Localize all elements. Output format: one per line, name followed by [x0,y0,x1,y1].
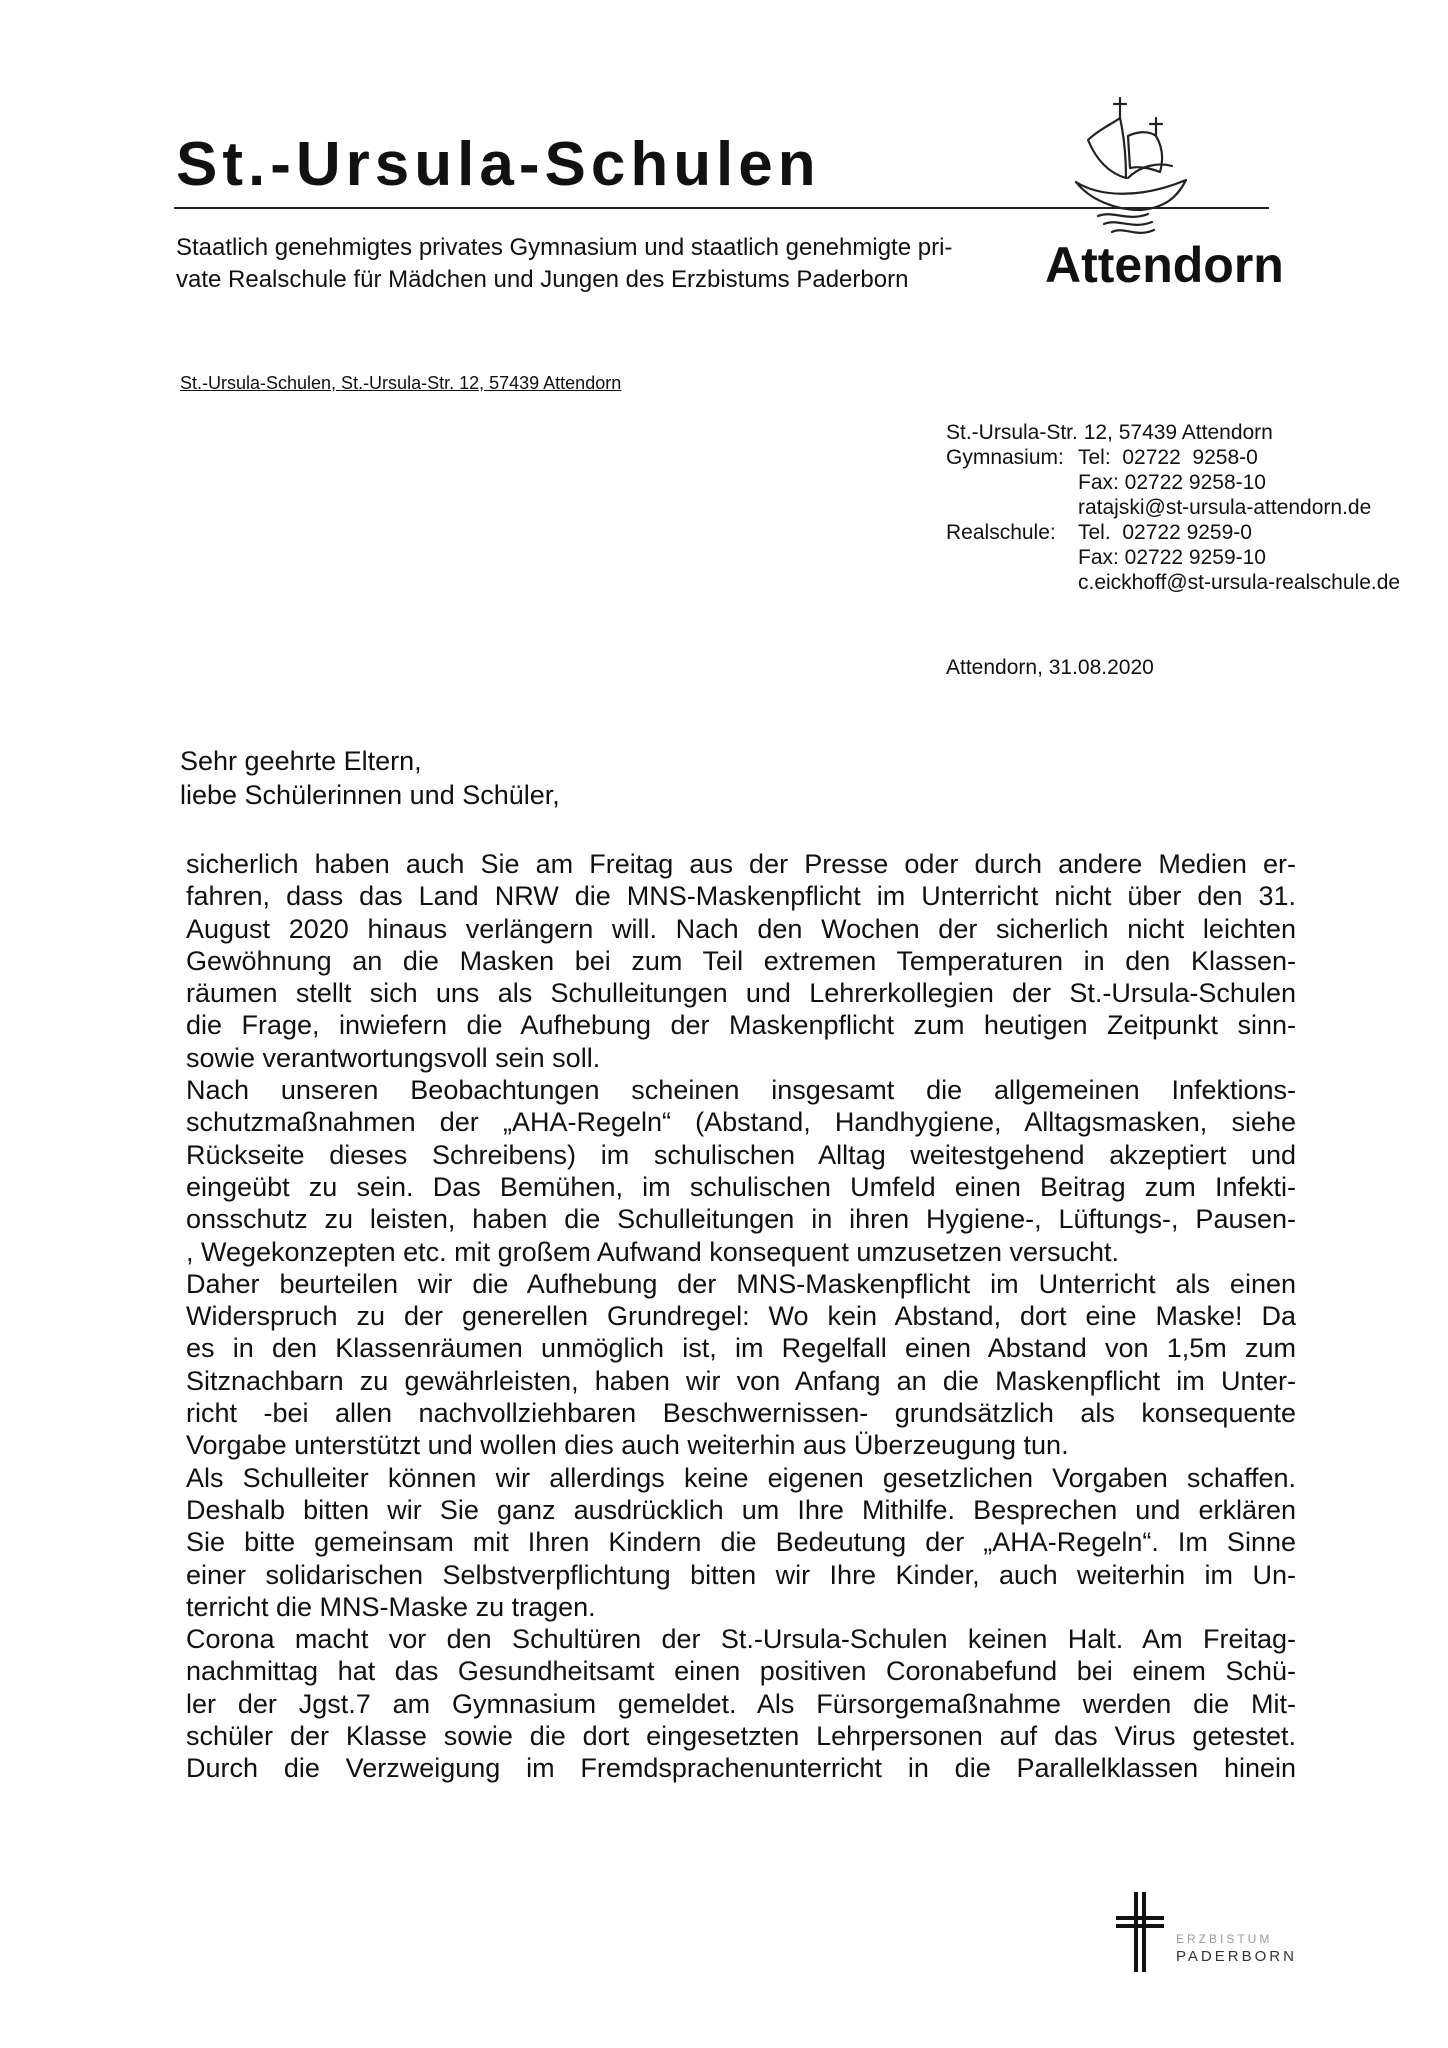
body-line: nachmittag hat das Gesundheitsamt einen positiven Coronabefund bei einem Schü- [186,1656,1296,1687]
return-address: St.-Ursula-Schulen, St.-Ursula-Str. 12, 57439 Attendorn [180,373,622,393]
salutation-line: Sehr geehrte Eltern, [180,746,422,776]
archdiocese-footer-logo [1110,1892,1340,1972]
body-line: Widerspruch zu der generellen Grundregel: Wo kein Abstand, dort eine Maske! Da [186,1301,1296,1332]
body-line: Sitznachbarn zu gewährleisten, haben wir von Anfang an die Maskenpflicht im Unter- [186,1365,1296,1396]
body-line: onsschutz zu leisten, haben die Schulleitungen in ihren Hygiene-, Lüftungs-, Pausen- [186,1204,1296,1235]
body-line: räumen stellt sich uns als Schulleitungen und Lehrerkollegien der St.-Ursula-Schulen [186,978,1296,1009]
letter-date: Attendorn, 31.08.2020 [946,656,1154,679]
footer-archdiocese-text: ERZBISTUM [1176,1932,1273,1946]
realschule-fax: Fax: 02722 9259-10 [1078,546,1266,569]
town-name: Attendorn [1045,237,1284,293]
body-line: Corona macht vor den Schultüren der St.-Ursula-Schulen keinen Halt. Am Freitag- [186,1624,1296,1655]
body-line: Daher beurteilen wir die Aufhebung der MNS-Maskenpflicht im Unterricht als einen [186,1268,1296,1299]
body-line: ler der Jgst.7 am Gymnasium gemeldet. Als Fürsorgemaßnahme werden die Mit- [186,1688,1296,1719]
sailing-ship-logo-icon [1068,96,1198,246]
subtitle-line: Staatlich genehmigtes privates Gymnasium und staatlich genehmigte pri- [176,234,953,261]
body-line: Rückseite dieses Schreibens) im schulischen Alltag weitestgehend akzeptiert und [186,1139,1296,1170]
realschule-tel: Tel. 02722 9259-0 [1078,521,1252,544]
gymnasium-label: Gymnasium: [946,446,1064,469]
footer-city: PADERBORN [1176,1948,1297,1965]
body-line: sowie verantwortungsvoll sein soll. [186,1042,601,1073]
body-line: es in den Klassenräumen unmöglich ist, im Regelfall einen Abstand von 1,5m zum [186,1333,1296,1364]
letter-body [186,848,1296,1785]
body-line: terricht die MNS-Maske zu tragen. [186,1591,596,1622]
body-line: eingeübt zu sein. Das Bemühen, im schulischen Umfeld einen Beitrag zum Infekti- [186,1171,1296,1202]
subtitle-line: vate Realschule für Mädchen und Jungen des Erzbistums Paderborn [176,266,909,293]
body-line: Als Schulleiter können wir allerdings keine eigenen gesetzlichen Vorgaben schaffen. [186,1462,1296,1493]
body-line: Vorgabe unterstützt und wollen dies auch weiterhin aus Überzeugung tun. [186,1430,1069,1461]
salutation-line: liebe Schülerinnen und Schüler, [180,780,560,810]
realschule-label: Realschule: [946,521,1056,544]
contact-street: St.-Ursula-Str. 12, 57439 Attendorn [946,421,1273,444]
body-line: fahren, dass das Land NRW die MNS-Maskenpflicht im Unterricht nicht über den 31. [186,881,1296,912]
body-line: sicherlich haben auch Sie am Freitag aus der Presse oder durch andere Medien er- [186,849,1296,879]
body-line: Nach unseren Beobachtungen scheinen insgesamt die allgemeinen Infektions- [186,1075,1296,1106]
school-subtitle [176,232,976,296]
body-line: Deshalb bitten wir Sie ganz ausdrücklich um Ihre Mithilfe. Besprechen und erklären [186,1494,1296,1525]
body-line: die Frage, inwiefern die Aufhebung der Maskenpflicht zum heutigen Zeitpunkt sinn- [186,1010,1296,1041]
body-line: schutzmaßnahmen der „AHA-Regeln“ (Abstand, Handhygiene, Alltagsmasken, siehe [186,1107,1296,1138]
cross-icon [1110,1892,1170,1972]
school-name: St.-Ursula-Schulen [176,130,821,199]
salutation [180,744,560,812]
body-line: Gewöhnung an die Masken bei zum Teil extremen Temperaturen in den Klassen- [186,945,1296,976]
body-line: schüler der Klasse sowie die dort eingesetzten Lehrpersonen auf das Virus getestet. [186,1721,1296,1752]
gymnasium-fax: Fax: 02722 9258-10 [1078,471,1266,494]
realschule-email: c.eickhoff@st-ursula-realschule.de [1078,571,1401,594]
body-line: , Wegekonzepten etc. mit großem Aufwand konsequent umzusetzen versucht. [186,1236,1120,1267]
body-line: Durch die Verzweigung im Fremdsprachenunterricht in die Parallelklassen hinein [186,1753,1296,1784]
body-line: einer solidarischen Selbstverpflichtung bitten wir Ihre Kinder, auch weiterhin im Un- [186,1559,1296,1590]
gymnasium-tel: Tel: 02722 9258-0 [1078,446,1258,469]
gymnasium-email: ratajski@st-ursula-attendorn.de [1078,496,1372,519]
body-line: Sie bitte gemeinsam mit Ihren Kindern die Bedeutung der „AHA-Regeln“. Im Sinne [186,1527,1296,1558]
body-line: August 2020 hinaus verlängern will. Nach den Wochen der sicherlich nicht leichten [186,913,1296,944]
body-line: richt -bei allen nachvollziehbaren Beschwernissen- grundsätzlich als konsequente [186,1398,1296,1429]
